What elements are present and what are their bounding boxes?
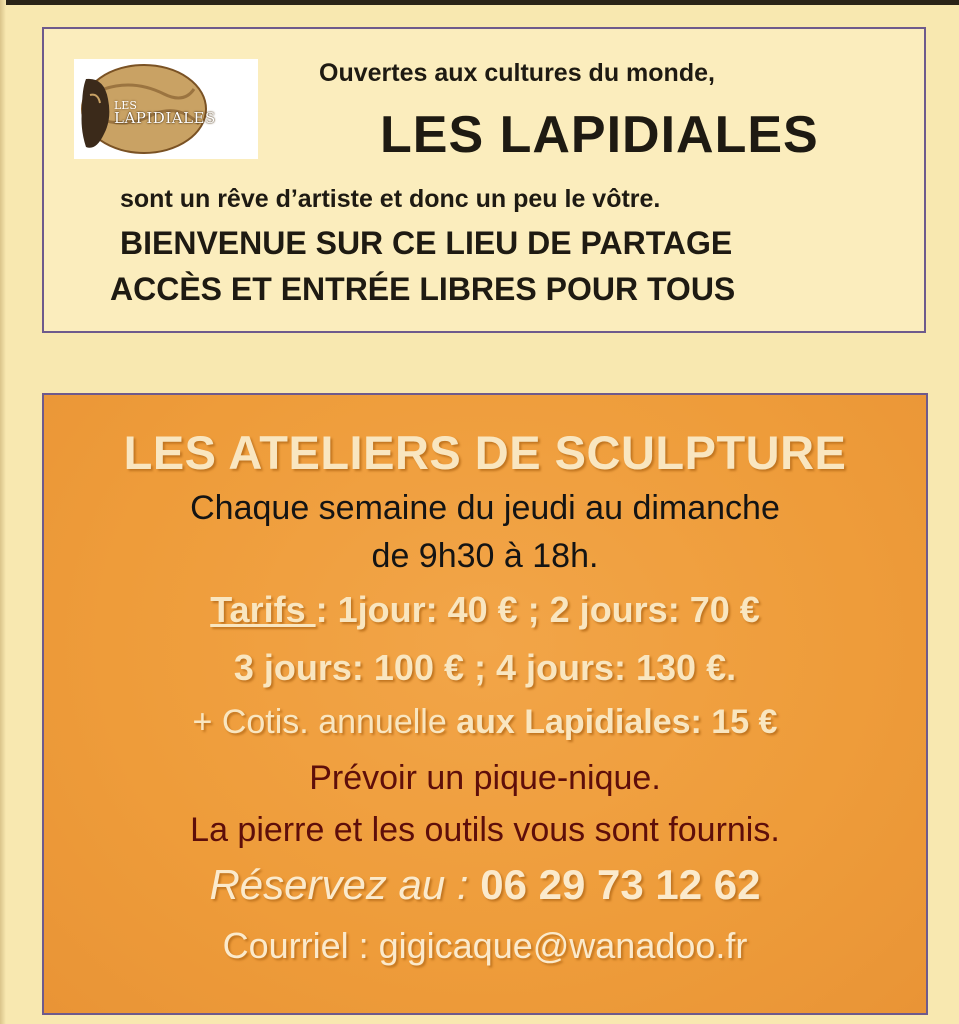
tagline: Ouvertes aux cultures du monde, xyxy=(319,59,715,87)
logo-text-big: LAPIDIALES xyxy=(114,109,216,127)
top-edge xyxy=(0,0,959,5)
tarifs-line-2: 3 jours: 100 € ; 4 jours: 130 €. xyxy=(233,647,737,688)
page-title: LES LAPIDIALES xyxy=(380,106,819,164)
cotisation-plain: + Cotis. annuelle xyxy=(192,703,457,741)
reservation-label: Réservez au : xyxy=(209,861,481,908)
cotisation-bold: aux Lapidiales: 15 € xyxy=(456,703,778,741)
schedule-line-1: Chaque semaine du jeudi au dimanche xyxy=(190,489,780,527)
lapidiales-logo xyxy=(74,59,258,159)
subline: sont un rêve d’artiste et donc un peu le vôtre. xyxy=(120,185,661,213)
tarifs-label: Tarifs xyxy=(210,589,316,630)
welcome-text: BIENVENUE SUR CE LIEU DE PARTAGE xyxy=(120,225,733,261)
tarifs-line-1 xyxy=(44,589,926,631)
tarifs-line-1-values: : 1jour: 40 € ; 2 jours: 70 € xyxy=(315,589,760,630)
ateliers-panel xyxy=(42,393,928,1015)
phone-number[interactable]: 06 29 73 12 62 xyxy=(480,861,761,908)
access-text: ACCÈS ET ENTRÉE LIBRES POUR TOUS xyxy=(110,271,736,307)
intro-panel xyxy=(42,27,926,333)
email-line[interactable]: Courriel : gigicaque@wanadoo.fr xyxy=(222,925,748,966)
cotisation-line xyxy=(44,703,926,742)
picnic-note: Prévoir un pique-nique. xyxy=(309,759,661,797)
tools-note: La pierre et les outils vous sont fournis. xyxy=(190,811,780,849)
left-edge xyxy=(0,0,6,1024)
schedule-line-2: de 9h30 à 18h. xyxy=(371,537,599,575)
ateliers-heading: LES ATELIERS DE SCULPTURE xyxy=(123,426,847,479)
logo-text-small: LES xyxy=(114,99,137,112)
reservation-line xyxy=(44,861,926,909)
